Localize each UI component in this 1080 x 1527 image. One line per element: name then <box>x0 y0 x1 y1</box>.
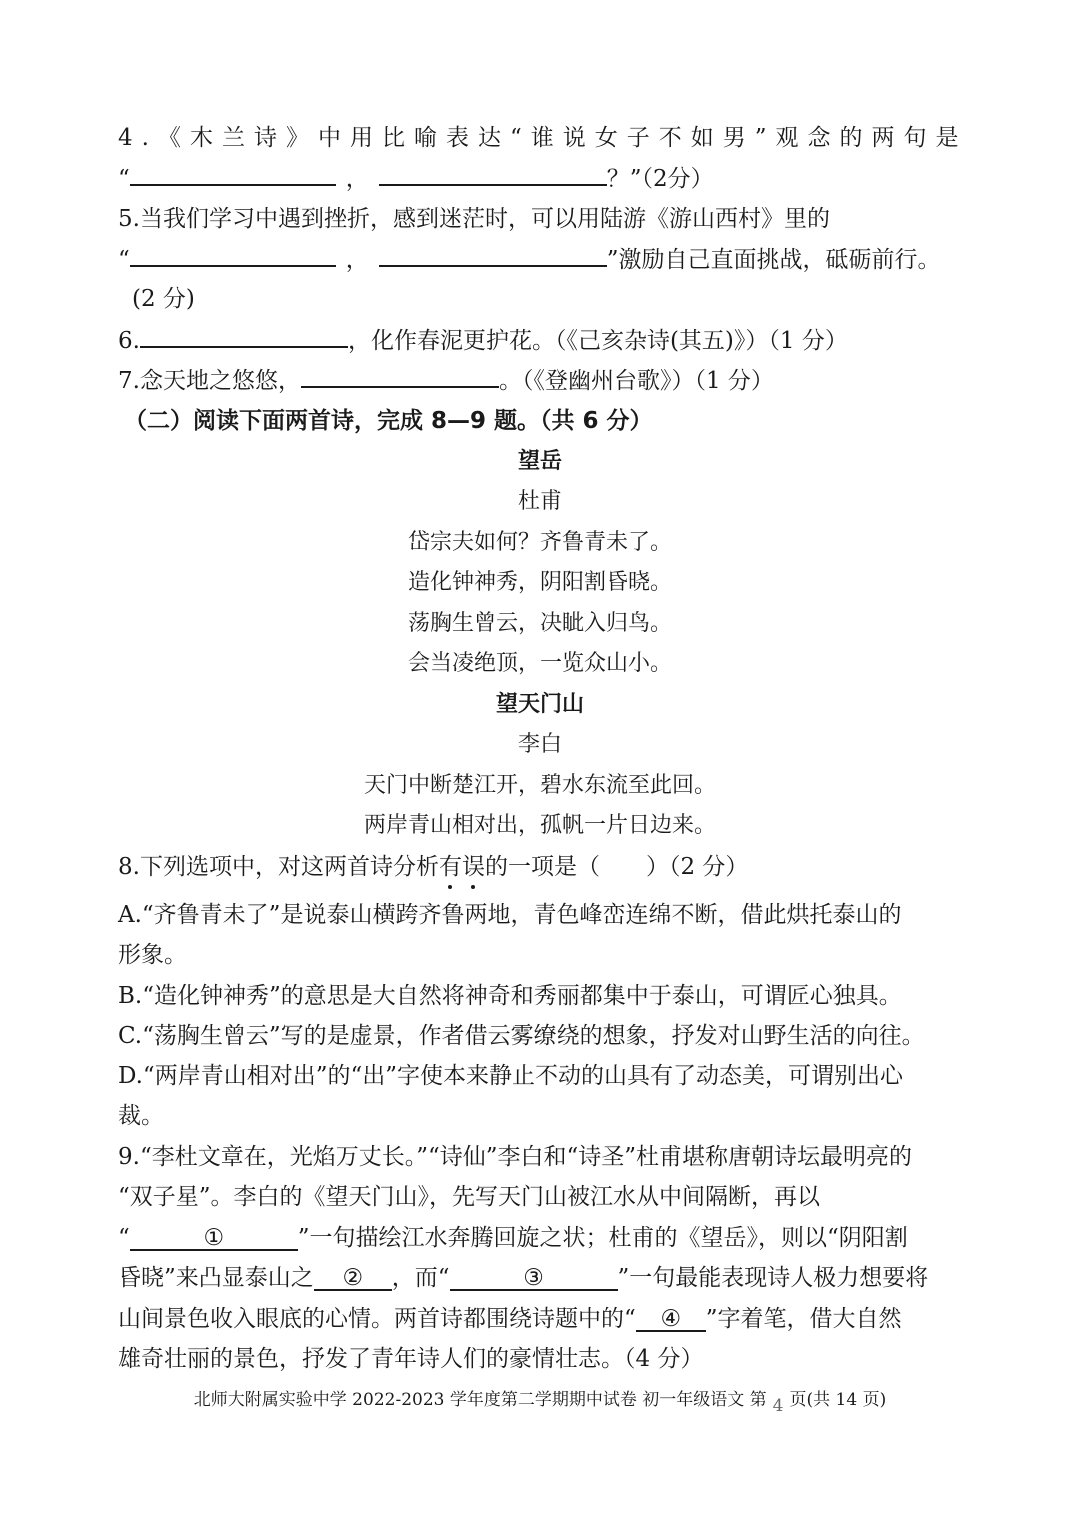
q5-end: ”激励自己直面挑战，砥砺前行。 <box>606 247 941 273</box>
q4-end: ？”（2分） <box>606 166 714 192</box>
q9-open-quote: “ <box>118 1225 130 1251</box>
q6-line <box>118 324 848 357</box>
q8-emphasis-char: 有 <box>439 851 462 883</box>
q9-blank-1[interactable]: ① <box>130 1227 298 1251</box>
poem2-author: 李白 <box>517 732 562 757</box>
q4-line1: 4.《木兰诗》中用比喻表达“谁说女子不如男”观念的两句是 <box>118 125 968 151</box>
q9-line2: “双子星”。李白的《望天门山》，先写天门山被江水从中间隔断，再以 <box>118 1184 821 1210</box>
q5-blank-1[interactable] <box>130 243 336 267</box>
footer-total: 页(共 14 页) <box>789 1390 887 1410</box>
poem2-title: 望天门山 <box>495 692 584 717</box>
q7-rest: 。（《登幽州台歌》）（1 分） <box>498 368 774 394</box>
q5-open-quote: “ <box>118 247 130 273</box>
q8-option-b: B.“造化钟神秀”的意思是大自然将神奇和秀丽都集中于泰山，可谓匠心独具。 <box>118 983 902 1009</box>
q9-line3 <box>118 1222 908 1254</box>
q7-prefix: 7.念天地之悠悠， <box>118 368 301 394</box>
q7-blank[interactable] <box>301 364 499 388</box>
q6-rest: ，化作春泥更护花。（《己亥杂诗(其五)》）（1 分） <box>347 328 848 354</box>
q7-line <box>118 364 774 397</box>
q9-line5 <box>118 1303 902 1335</box>
q4-sep: ， <box>345 166 369 192</box>
poem2-line: 天门中断楚江开，碧水东流至此回。 <box>363 773 716 798</box>
poem1-author: 杜甫 <box>517 489 562 514</box>
footer-text: 北师大附属实验中学 2022-2023 学年度第二学期期中试卷 初一年级语文 第 <box>193 1390 767 1410</box>
q4-open-quote: “ <box>118 166 130 192</box>
q5-blank-2[interactable] <box>379 243 607 267</box>
q9-blank-3[interactable]: ③ <box>450 1267 618 1291</box>
q9-line3-rest: ”一句描绘江水奔腾回旋之状；杜甫的《望岳》，则以“阴阳割 <box>297 1225 908 1251</box>
q5-score: (2 分) <box>132 286 195 312</box>
q9-line4-a: 昏晓”来凸显泰山之 <box>118 1265 314 1291</box>
q9-line5-b: ”字着笔，借大自然 <box>705 1306 902 1332</box>
page-number: 4 <box>772 1396 784 1416</box>
q8-stem <box>118 851 748 883</box>
q8-option-c: C.“荡胸生曾云”写的是虚景，作者借云雾缭绕的想象，抒发对山野生活的向往。 <box>118 1023 925 1049</box>
q9-line4-b: ，而“ <box>391 1265 450 1291</box>
q5-line2 <box>118 243 941 276</box>
poem2-line: 两岸青山相对出，孤帆一片日边来。 <box>363 813 716 838</box>
poem1-line: 荡胸生曾云，决眦入归鸟。 <box>407 611 672 636</box>
q6-blank[interactable] <box>140 324 348 348</box>
q9-line4 <box>118 1262 928 1294</box>
q6-prefix: 6. <box>118 328 140 354</box>
q8-option-a-line1: A.“齐鲁青未了”是说泰山横跨齐鲁两地，青色峰峦连绵不断，借此烘托泰山的 <box>118 902 902 928</box>
poem1-line: 会当凌绝顶，一览众山小。 <box>407 651 672 676</box>
q9-line1: 9.“李杜文章在，光焰万丈长。”“诗仙”李白和“诗圣”杜甫堪称唐朝诗坛最明亮的 <box>118 1144 912 1170</box>
q5-line1: 5.当我们学习中遇到挫折，感到迷茫时，可以用陆游《游山西村》里的 <box>118 206 830 232</box>
q9-line6: 雄奇壮丽的景色，抒发了青年诗人们的豪情壮志。（4 分） <box>118 1346 704 1372</box>
poem1-title: 望岳 <box>517 449 562 474</box>
q9-blank-4[interactable]: ④ <box>636 1308 706 1332</box>
q8-option-d-line1: D.“两岸青山相对出”的“出”字使本来静止不动的山具有了动态美，可谓别出心 <box>118 1063 903 1089</box>
q9-blank-2[interactable]: ② <box>314 1267 392 1291</box>
q4-blank-2[interactable] <box>379 162 607 186</box>
q8-emphasis-char: 误 <box>462 851 485 883</box>
q9-line4-c: ”一句最能表现诗人极力想要将 <box>617 1265 929 1291</box>
poem1-line: 岱宗夫如何？齐鲁青未了。 <box>407 530 672 555</box>
q4-line2 <box>118 162 714 195</box>
page-footer <box>0 1388 1080 1416</box>
q4-blank-1[interactable] <box>130 162 336 186</box>
q5-sep: ， <box>345 247 369 273</box>
section2-heading: （二）阅读下面两首诗，完成 8—9 题。（共 6 分） <box>124 408 653 434</box>
poem1-line: 造化钟神秀，阴阳割昏晓。 <box>407 570 672 595</box>
q8-stem-b: 的一项是（ ）（2 分） <box>484 854 749 880</box>
q8-option-d-line2: 裁。 <box>118 1103 164 1129</box>
q9-line5-a: 山间景色收入眼底的心情。两首诗都围绕诗题中的“ <box>118 1306 636 1332</box>
q8-option-a-line2: 形象。 <box>118 942 187 968</box>
q8-stem-a: 8.下列选项中，对这两首诗分析 <box>118 854 439 880</box>
